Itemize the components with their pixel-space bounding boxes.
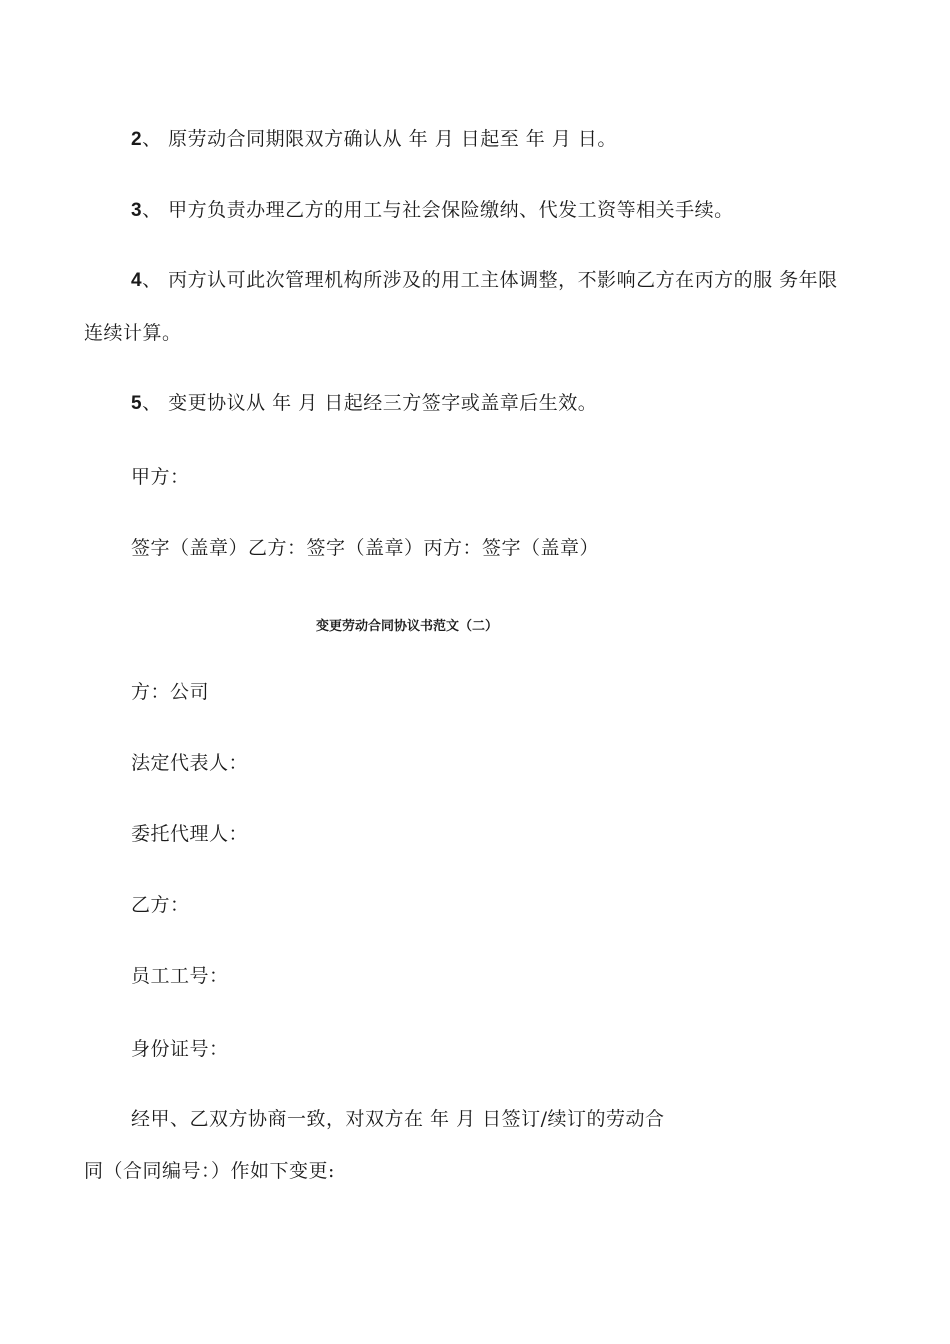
field-employee-id: 员工工号：	[131, 965, 229, 987]
field-authorized-agent: 委托代理人：	[131, 823, 249, 845]
clause-text: 、 原劳动合同期限双方确认从 年 月 日起至 年 月 日。	[142, 128, 617, 150]
signature-party-a: 甲方：	[131, 466, 190, 488]
clause-4	[131, 267, 838, 294]
clause-number: 3	[131, 200, 143, 221]
field-legal-representative: 法定代表人：	[131, 752, 249, 774]
clause-5	[131, 390, 597, 417]
field-party-b: 乙方：	[131, 894, 190, 916]
field-party-a: 方：公司	[131, 681, 210, 703]
signature-line: 签字（盖章）乙方：签字（盖章）丙方：签字（盖章）	[131, 537, 600, 559]
clause-number: 4	[131, 270, 143, 291]
field-id-number: 身份证号：	[131, 1038, 229, 1060]
clause-3	[131, 197, 734, 224]
clause-text: 、 甲方负责办理乙方的用工与社会保险缴纳、代发工资等相关手续。	[142, 199, 734, 221]
clause-text: 、 丙方认可此次管理机构所涉及的用工主体调整，不影响乙方在丙方的服 务年限	[142, 269, 838, 291]
clause-number: 2	[131, 129, 143, 150]
clause-text: 、 变更协议从 年 月 日起经三方签字或盖章后生效。	[142, 392, 598, 414]
clause-number: 5	[131, 393, 143, 414]
intro-line-1: 经甲、乙双方协商一致，对双方在 年 月 日签订/续订的劳动合	[131, 1108, 665, 1130]
intro-line-2: 同（合同编号：）作如下变更:	[84, 1160, 335, 1182]
section-title: 变更劳动合同协议书范文（二）	[316, 619, 499, 634]
clause-2	[131, 126, 617, 153]
clause-4-continuation: 连续计算。	[84, 322, 182, 344]
